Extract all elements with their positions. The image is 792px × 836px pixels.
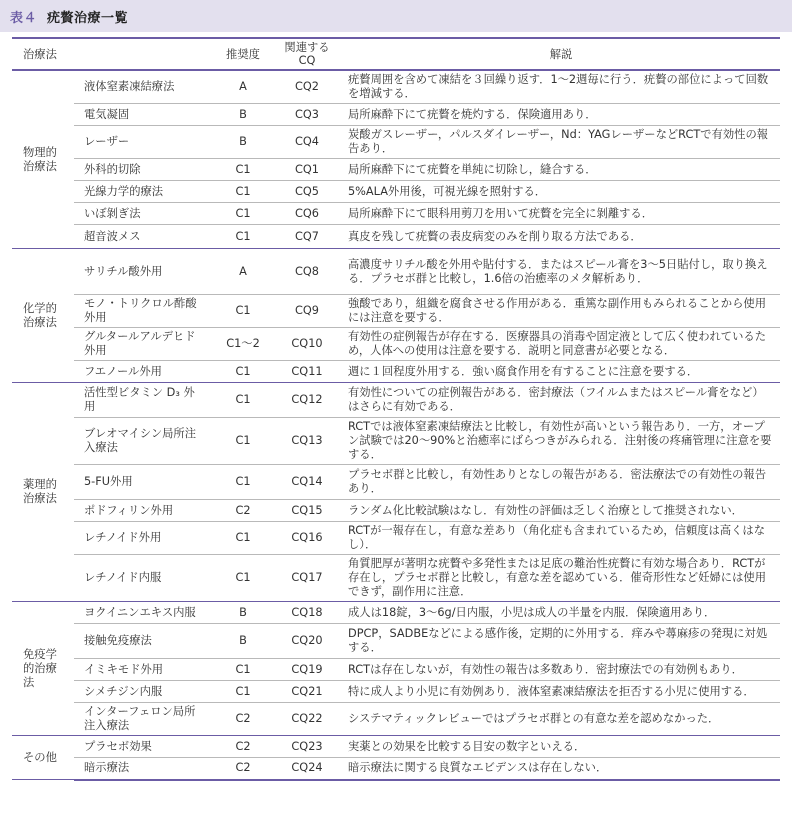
method-line: 液体窒素凍結療法 [84, 80, 175, 93]
header-cq-line1: 関連する [284, 41, 330, 54]
method-line: ポドフィリン外用 [84, 503, 174, 517]
description-cell: 5%ALA外用後，可視光線を照射する． [342, 181, 780, 203]
method-line: シメチジン内服 [84, 684, 163, 698]
table-row [12, 465, 780, 500]
method-line: グルタールアルデヒド [84, 330, 196, 343]
table-row [12, 555, 780, 602]
cq-cell: CQ4 [272, 126, 342, 159]
category-line: その他 [23, 750, 57, 764]
method-line: 5-FU外用 [84, 475, 133, 488]
method-line: 外用 [84, 344, 107, 357]
grade-cell: B [214, 126, 272, 159]
method-cell [74, 758, 214, 780]
method-cell [74, 225, 214, 249]
header-method [74, 38, 214, 70]
table-row [12, 104, 780, 126]
cq-cell: CQ3 [272, 104, 342, 126]
grade-cell: C2 [214, 500, 272, 522]
description-cell: RCTでは液体窒素凍結療法と比較し，有効性が高いという報告あり．一方，オープン試験では20～90%と治癒率にばらつきがみられる．注射後の疼痛管理に注意を要する． [342, 418, 780, 465]
method-cell [74, 295, 214, 328]
method-cell [74, 126, 214, 159]
table-row [12, 203, 780, 225]
table-row [12, 225, 780, 249]
method-line: プラセボ効果 [84, 739, 152, 753]
grade-cell: B [214, 624, 272, 659]
table-row [12, 181, 780, 203]
method-cell [74, 181, 214, 203]
grade-cell: A [214, 249, 272, 295]
method-line: イミキモド外用 [84, 662, 164, 676]
method-line: 外用 [84, 311, 107, 324]
method-line: レチノイド外用 [84, 531, 162, 544]
category-cell [12, 602, 74, 736]
method-line: レーザー [84, 135, 130, 148]
grade-cell: C2 [214, 703, 272, 736]
cq-cell: CQ7 [272, 225, 342, 249]
grade-cell: B [214, 104, 272, 126]
table-row [12, 70, 780, 104]
method-line: フエノール外用 [84, 364, 162, 378]
cq-cell: CQ13 [272, 418, 342, 465]
cq-cell: CQ20 [272, 624, 342, 659]
grade-cell: C1 [214, 203, 272, 225]
method-cell [74, 624, 214, 659]
table-row [12, 249, 780, 295]
treatment-table [12, 37, 780, 781]
description-cell: ランダム化比較試験はなし．有効性の評価は乏しく治療として推奨されない． [342, 500, 780, 522]
cq-cell: CQ19 [272, 659, 342, 681]
grade-cell: C2 [214, 736, 272, 758]
grade-cell: C1 [214, 383, 272, 418]
grade-cell: C1 [214, 522, 272, 555]
method-line: いぼ剝ぎ法 [84, 206, 141, 220]
table-row [12, 126, 780, 159]
method-cell [74, 418, 214, 465]
grade-cell: C1 [214, 181, 272, 203]
cq-cell: CQ14 [272, 465, 342, 500]
category-line: 法 [23, 675, 35, 689]
table-title [10, 7, 128, 26]
method-line: 光線力学的療法 [84, 184, 164, 198]
method-line: 用 [84, 400, 96, 413]
grade-cell: C1 [214, 555, 272, 602]
category-line: 薬理的 [23, 478, 57, 491]
method-line: 注入療法 [84, 719, 130, 732]
category-line: 治療法 [23, 159, 57, 173]
cq-cell: CQ22 [272, 703, 342, 736]
table-row [12, 159, 780, 181]
table-row [12, 522, 780, 555]
description-cell: 有効性についての症例報告がある．密封療法（フイルムまたはスピール膏をなど）はさらに有効である． [342, 383, 780, 418]
table-row [12, 418, 780, 465]
method-cell [74, 659, 214, 681]
category-cell [12, 383, 74, 602]
method-line: 活性型ビタミン D₃ 外 [84, 386, 195, 399]
description-cell: プラセボ群と比較し，有効性ありとなしの報告がある．密法療法での有効性の報告あり． [342, 465, 780, 500]
description-cell: 成人は18錠，3～6g/日内服，小児は成人の半量を内服．保険適用あり． [342, 602, 780, 624]
category-line: 的治療 [23, 661, 57, 675]
category-cell [12, 249, 74, 383]
method-cell [74, 522, 214, 555]
category-line: 物理的 [23, 145, 57, 159]
method-line: 接触免疫療法 [84, 634, 152, 647]
cq-cell: CQ16 [272, 522, 342, 555]
category-line: 治療法 [23, 492, 57, 505]
method-line: インターフェロン局所 [84, 705, 196, 718]
header-cq-line2: CQ [298, 54, 316, 67]
method-cell [74, 383, 214, 418]
cq-cell: CQ11 [272, 361, 342, 383]
method-line: 超音波メス [84, 229, 141, 243]
category-cell [12, 736, 74, 780]
cq-cell: CQ24 [272, 758, 342, 780]
category-line: 化学的 [23, 301, 57, 315]
description-cell: 週に１回程度外用する．強い腐食作用を有することに注意を要する． [342, 361, 780, 383]
table-row [12, 681, 780, 703]
description-cell: 特に成人より小児に有効例あり．液体窒素凍結療法を拒否する小児に使用する． [342, 681, 780, 703]
method-line: モノ・トリクロル酢酸 [84, 297, 197, 310]
method-line: ヨクイニンエキス内服 [84, 605, 196, 619]
table-row [12, 703, 780, 736]
method-line: 外科的切除 [84, 162, 141, 176]
method-cell [74, 203, 214, 225]
method-cell [74, 104, 214, 126]
header-cq [272, 38, 342, 70]
description-cell: 疣贅周囲を含めて凍結を３回繰り返す．1～2週毎に行う．疣贅の部位によって回数を増減する． [342, 70, 780, 104]
description-cell: 局所麻酔下にて疣贅を焼灼する．保険適用あり． [342, 104, 780, 126]
description-cell: 高濃度サリチル酸を外用や貼付する．またはスピール膏を3～5日貼付し，取り換える．プラセボ群と比較し，1.6倍の治癒率のメタ解析あり． [342, 249, 780, 295]
method-line: サリチル酸外用 [84, 264, 163, 278]
grade-cell: C1～2 [214, 328, 272, 361]
cq-cell: CQ5 [272, 181, 342, 203]
category-cell [12, 70, 74, 249]
description-cell: 局所麻酔下にて疣贅を単純に切除し，縫合する． [342, 159, 780, 181]
grade-cell: C1 [214, 295, 272, 328]
method-cell [74, 681, 214, 703]
description-cell: 強酸であり，組織を腐食させる作用がある．重篤な副作用もみられることから使用には注意を要する． [342, 295, 780, 328]
grade-cell: C1 [214, 418, 272, 465]
table-body [12, 70, 780, 780]
method-line: レチノイド内服 [84, 571, 162, 584]
description-cell: RCTは存在しないが，有効性の報告は多数あり．密封療法での有効例もあり． [342, 659, 780, 681]
method-cell [74, 703, 214, 736]
grade-cell: B [214, 602, 272, 624]
table-row [12, 361, 780, 383]
cq-cell: CQ21 [272, 681, 342, 703]
method-cell [74, 465, 214, 500]
cq-cell: CQ23 [272, 736, 342, 758]
description-cell: 角質肥厚が著明な疣贅や多発性または足底の難治性疣贅に有効な場合あり．RCTが存在し，プラセボ群と比較し，有意な差を認めている．催奇形性など妊婦には使用できず，副作用に注意． [342, 555, 780, 602]
description-cell: システマティックレビューではプラセボ群との有意な差を認めなかった． [342, 703, 780, 736]
method-cell [74, 328, 214, 361]
description-cell: 有効性の症例報告が存在する．医療器具の消毒や固定液として広く使われているため，人体への使用は注意を要する．説明と同意書が必要となる． [342, 328, 780, 361]
description-cell: 実薬との効果を比較する目安の数字といえる． [342, 736, 780, 758]
table-row [12, 602, 780, 624]
method-cell [74, 500, 214, 522]
cq-cell: CQ9 [272, 295, 342, 328]
header-category: 治療法 [12, 38, 74, 70]
header-grade: 推奨度 [214, 38, 272, 70]
method-cell [74, 602, 214, 624]
category-line: 治療法 [23, 315, 57, 329]
table-row [12, 624, 780, 659]
cq-cell: CQ1 [272, 159, 342, 181]
method-cell [74, 70, 214, 104]
cq-cell: CQ8 [272, 249, 342, 295]
cq-cell: CQ6 [272, 203, 342, 225]
description-cell: 暗示療法に関する良質なエビデンスは存在しない． [342, 758, 780, 780]
method-cell [74, 361, 214, 383]
header-row [12, 38, 780, 70]
grade-cell: C1 [214, 659, 272, 681]
cq-cell: CQ18 [272, 602, 342, 624]
cq-cell: CQ10 [272, 328, 342, 361]
description-cell: 局所麻酔下にて眼科用剪刀を用いて疣贅を完全に剝離する． [342, 203, 780, 225]
description-cell: 真皮を残して疣贅の表皮病変のみを削り取る方法である． [342, 225, 780, 249]
description-cell: DPCP，SADBEなどによる感作後，定期的に外用する．痒みや蕁麻疹の発現に対処する． [342, 624, 780, 659]
method-line: 電気凝固 [84, 107, 130, 121]
method-cell [74, 249, 214, 295]
grade-cell: C1 [214, 681, 272, 703]
category-line: 免疫学 [23, 647, 57, 661]
description-cell: 炭酸ガスレーザー，パルスダイレーザー，Nd：YAGレーザーなどRCTで有効性の報告あり． [342, 126, 780, 159]
table-number: 表４ [10, 11, 38, 26]
grade-cell: C1 [214, 159, 272, 181]
table-row [12, 659, 780, 681]
grade-cell: C1 [214, 361, 272, 383]
description-cell: RCTが一報存在し，有意な差あり（角化症も含まれているため，信頼度は高くはなし）． [342, 522, 780, 555]
table-row [12, 328, 780, 361]
table-row [12, 736, 780, 758]
table-row [12, 500, 780, 522]
method-line: 入療法 [84, 441, 118, 454]
table-name: 疣贅治療一覧 [47, 11, 129, 26]
grade-cell: A [214, 70, 272, 104]
method-cell [74, 159, 214, 181]
method-cell [74, 555, 214, 602]
table-row [12, 758, 780, 780]
grade-cell: C1 [214, 225, 272, 249]
cq-cell: CQ2 [272, 70, 342, 104]
cq-cell: CQ17 [272, 555, 342, 602]
header-description: 解説 [342, 38, 780, 70]
table-row [12, 383, 780, 418]
grade-cell: C2 [214, 758, 272, 780]
cq-cell: CQ12 [272, 383, 342, 418]
method-line: ブレオマイシン局所注 [84, 427, 197, 440]
method-line: 暗示療法 [84, 761, 130, 775]
method-cell [74, 736, 214, 758]
cq-cell: CQ15 [272, 500, 342, 522]
grade-cell: C1 [214, 465, 272, 500]
table-row [12, 295, 780, 328]
